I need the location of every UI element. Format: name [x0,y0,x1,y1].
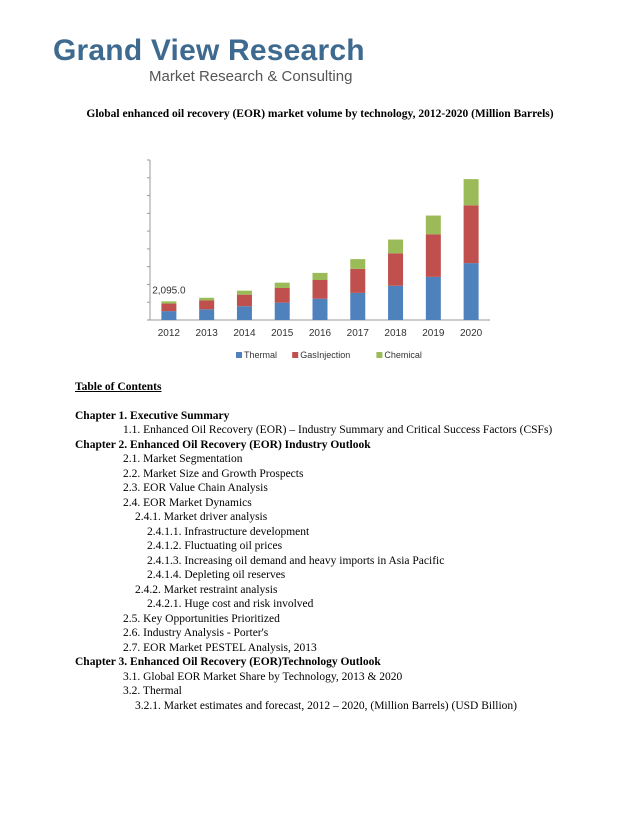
bar-gasinjection-2012 [161,304,176,312]
data-label: 2,095.0 [152,285,186,297]
bar-chemical-2014 [237,291,252,295]
bar-chemical-2013 [199,298,214,301]
toc-item-2-4-1-1: 2.4.1.1. Infrastructure development [147,525,310,538]
bar-chemical-2016 [313,273,328,280]
table-of-contents [75,380,565,713]
bar-thermal-2014 [237,306,252,320]
bar-thermal-2013 [199,309,214,320]
bar-thermal-2018 [388,286,403,320]
bar-gasinjection-2014 [237,295,252,307]
bar-thermal-2017 [350,293,365,320]
toc-item-3-2: 3.2. Thermal [123,685,182,697]
bar-chemical-2019 [426,216,441,235]
bar-gasinjection-2013 [199,300,214,309]
logo-subtitle: Market Research & Consulting [149,68,353,85]
toc-item-2-4-1-3: 2.4.1.3. Increasing oil demand and heavy imports in Asia Pacific [147,554,445,567]
toc-item-2-2: 2.2. Market Size and Growth Prospects [123,467,304,480]
toc-item-2-7: 2.7. EOR Market PESTEL Analysis, 2013 [123,641,317,654]
x-tick-label: 2019 [422,328,445,339]
toc-chapter-1: Chapter 1. Executive Summary [75,409,230,422]
bar-thermal-2019 [426,277,441,320]
bar-gasinjection-2017 [350,269,365,293]
toc-item-2-6: 2.6. Industry Analysis - Porter's [123,627,269,639]
toc-item-2-4-1-2: 2.4.1.2. Fluctuating oil prices [147,540,283,552]
bar-thermal-2012 [161,311,176,320]
legend-swatch [236,352,242,358]
toc-heading: Table of Contents [75,381,162,393]
figure-title: Global enhanced oil recovery (EOR) market volume by technology, 2012-2020 (Million Barrels) [86,108,554,120]
toc-item-2-5: 2.5. Key Opportunities Prioritized [123,612,280,625]
toc-item-2-4-1: 2.4.1. Market driver analysis [135,511,268,523]
bar-chemical-2020 [464,179,479,205]
toc-item-2-4-2-1: 2.4.2.1. Huge cost and risk involved [147,598,314,610]
toc-chapter-2: Chapter 2. Enhanced Oil Recovery (EOR) Industry Outlook [75,438,371,451]
bar-chemical-2017 [350,259,365,269]
stacked-bar-chart [140,158,500,370]
x-tick-label: 2018 [384,328,407,339]
bar-thermal-2020 [464,263,479,320]
x-tick-label: 2014 [233,328,256,339]
bar-gasinjection-2019 [426,234,441,277]
toc-item-2-3: 2.3. EOR Value Chain Analysis [123,482,268,494]
x-tick-label: 2012 [157,328,181,339]
logo-title: Grand View Research [53,34,365,67]
toc-item-2-1: 2.1. Market Segmentation [123,453,243,465]
legend-swatch [376,352,382,358]
x-tick-label: 2020 [459,328,483,339]
bar-thermal-2016 [313,299,328,320]
bar-chemical-2012 [161,301,176,303]
bar-thermal-2015 [275,303,290,320]
bar-chemical-2015 [275,283,290,288]
toc-item-3-2-1: 3.2.1. Market estimates and forecast, 2012 – 2020, (Million Barrels) (USD Billion) [135,699,517,712]
toc-chapter-3: Chapter 3. Enhanced Oil Recovery (EOR)Technology Outlook [75,656,381,668]
toc-item-2-4-1-4: 2.4.1.4. Depleting oil reserves [147,569,286,581]
toc-item-2-4: 2.4. EOR Market Dynamics [123,496,252,509]
legend-swatch [292,352,298,358]
toc-item-1-1: 1.1. Enhanced Oil Recovery (EOR) – Industry Summary and Critical Success Factors (CSFs) [123,424,553,436]
x-tick-label: 2013 [195,328,218,339]
toc-item-3-1: 3.1. Global EOR Market Share by Technology, 2013 & 2020 [123,670,403,683]
toc-item-2-4-2: 2.4.2. Market restraint analysis [135,583,278,596]
x-tick-label: 2015 [271,328,294,339]
bar-gasinjection-2020 [464,205,479,263]
bar-chemical-2018 [388,240,403,254]
x-tick-label: 2016 [308,328,332,339]
x-tick-label: 2017 [346,328,369,339]
bar-gasinjection-2018 [388,253,403,285]
company-logo [53,34,365,86]
legend-label: GasInjection [300,350,351,360]
legend-label: Chemical [384,350,422,360]
legend-label: Thermal [244,350,278,360]
bar-gasinjection-2015 [275,288,290,303]
bar-gasinjection-2016 [313,280,328,299]
